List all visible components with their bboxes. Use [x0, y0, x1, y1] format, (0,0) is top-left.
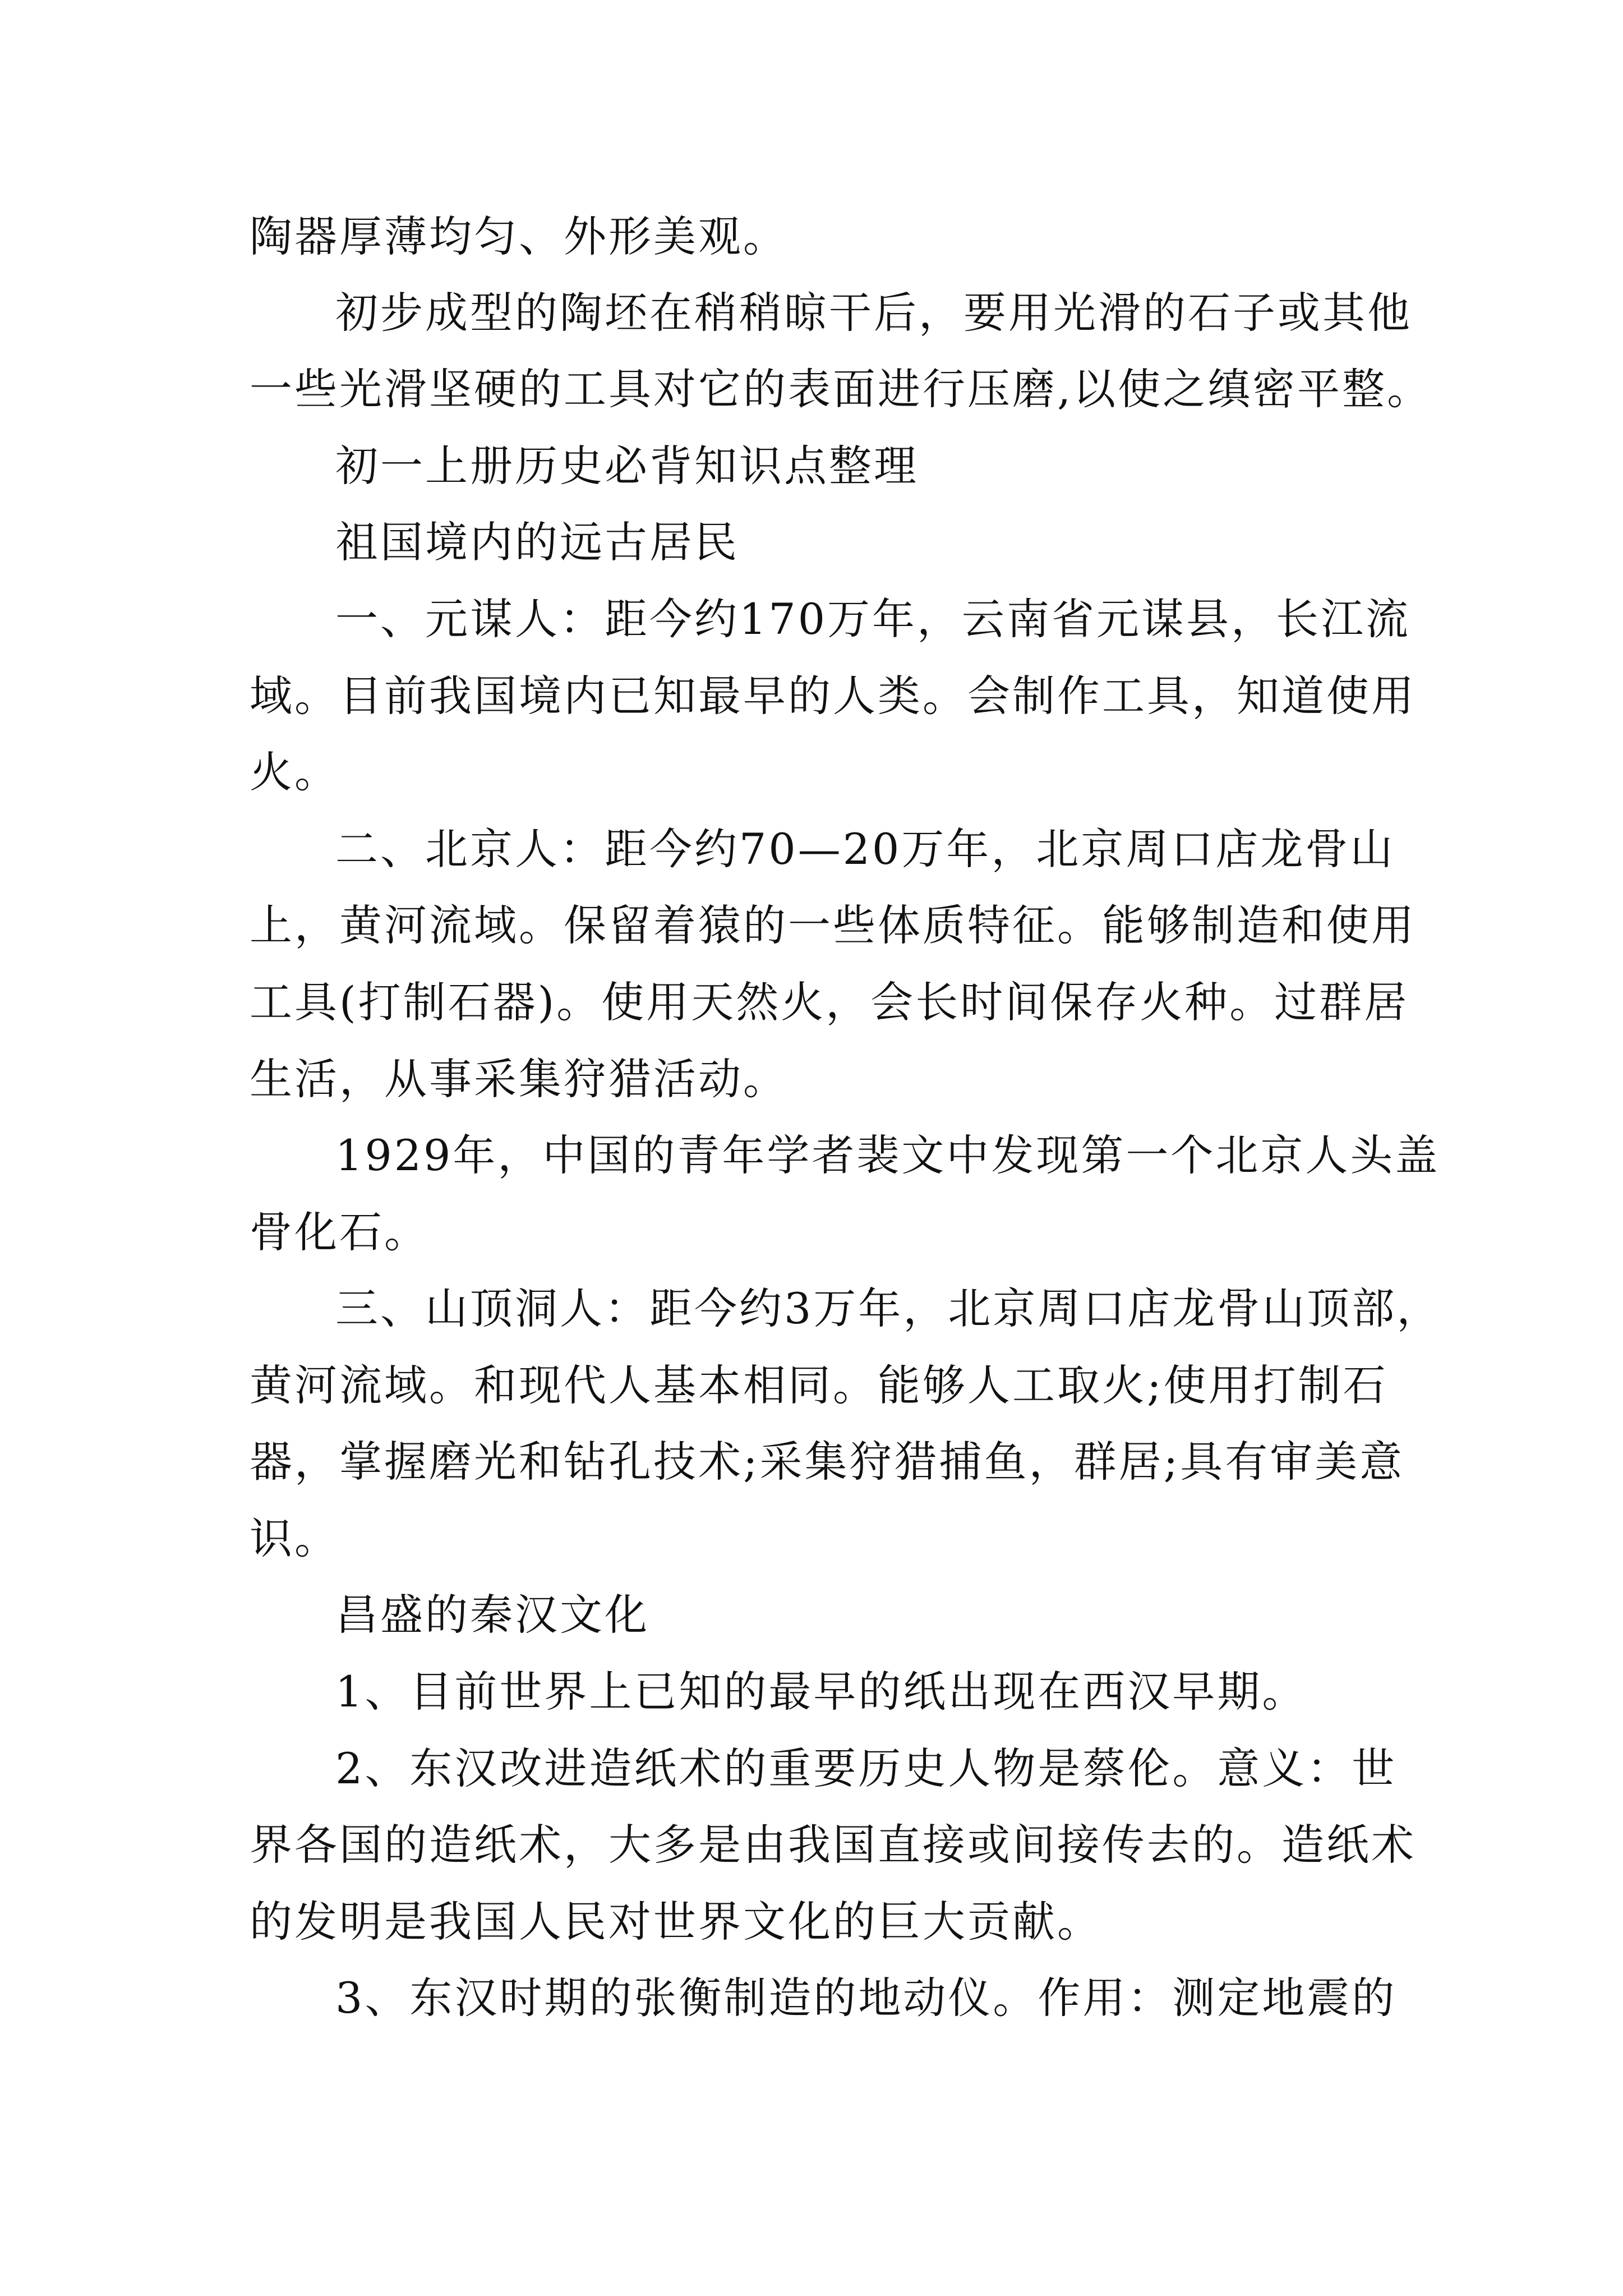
- paragraph-line: 一、元谋人：距今约170万年，云南省元谋县，长江流: [335, 594, 1411, 644]
- subsection-heading: 祖国境内的远古居民: [335, 517, 739, 567]
- text-line: 黄河流域。和现代人基本相同。能够人工取火;使用打制石: [250, 1360, 1388, 1410]
- text-line: 识。: [250, 1513, 339, 1563]
- paragraph-line: 1、目前世界上已知的最早的纸出现在西汉早期。: [335, 1667, 1307, 1717]
- paragraph-line: 3、东汉时期的张衡制造的地动仪。作用：测定地震的: [335, 1973, 1397, 2023]
- text-line: 骨化石。: [250, 1207, 429, 1257]
- text-line: 一些光滑坚硬的工具对它的表面进行压磨,以使之缜密平整。: [250, 364, 1432, 414]
- paragraph-line: 1929年，中国的青年学者裴文中发现第一个北京人头盖: [335, 1130, 1440, 1180]
- subsection-heading: 昌盛的秦汉文化: [335, 1590, 649, 1640]
- paragraph-line: 二、北京人：距今约70—20万年，北京周口店龙骨山: [335, 824, 1395, 874]
- text-line: 火。: [250, 747, 339, 797]
- paragraph-line: 初步成型的陶坯在稍稍晾干后，要用光滑的石子或其他: [335, 288, 1412, 338]
- text-line: 域。目前我国境内已知最早的人类。会制作工具，知道使用: [250, 671, 1416, 721]
- text-line: 陶器厚薄均匀、外形美观。: [250, 211, 788, 261]
- text-line: 工具(打制石器)。使用天然火，会长时间保存火种。过群居: [250, 977, 1409, 1027]
- paragraph-line: 三、山顶洞人：距今约3万年，北京周口店龙骨山顶部，: [335, 1283, 1442, 1333]
- text-line: 上，黄河流域。保留着猿的一些体质特征。能够制造和使用: [250, 900, 1416, 950]
- section-heading: 初一上册历史必背知识点整理: [335, 441, 919, 491]
- text-line: 器，掌握磨光和钻孔技术;采集狩猎捕鱼，群居;具有审美意: [250, 1437, 1405, 1487]
- text-line: 的发明是我国人民对世界文化的巨大贡献。: [250, 1897, 1102, 1947]
- paragraph-line: 2、东汉改进造纸术的重要历史人物是蔡伦。意义：世: [335, 1743, 1397, 1793]
- text-line: 界各国的造纸术，大多是由我国直接或间接传去的。造纸术: [250, 1820, 1416, 1870]
- text-line: 生活，从事采集狩猎活动。: [250, 1054, 788, 1104]
